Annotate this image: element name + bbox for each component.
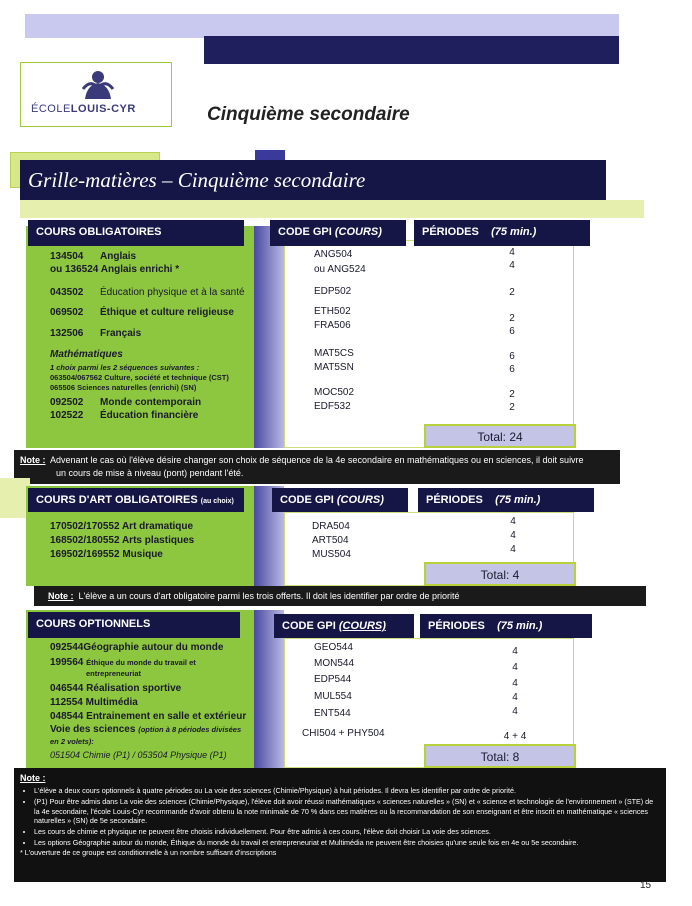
math-title: Mathématiques [50, 349, 123, 360]
list-item: 046544 Réalisation sportive [50, 683, 182, 694]
bottom-notes-label: Note : [20, 773, 46, 783]
period-value: 4 [510, 530, 516, 541]
period-value: 6 [509, 326, 515, 337]
gpi-code: ENT544 [314, 708, 351, 719]
period-value: 6 [509, 364, 515, 375]
optional-gpi-label: CODE GPI (COURS) [274, 614, 414, 638]
list-item: 134504 Anglais [50, 251, 137, 262]
list-item: 043502 Éducation physique et à la santé [50, 287, 245, 298]
mandatory-gpi-label: CODE GPI (COURS) [270, 220, 406, 246]
gpi-code: ETH502 [314, 306, 351, 317]
gpi-code: ANG504 [314, 249, 353, 260]
list-item: entrepreneuriat [86, 669, 142, 678]
mandatory-total: Total: 24 [424, 424, 576, 448]
gpi-code: ou ANG524 [314, 264, 366, 275]
period-value: 2 [509, 287, 515, 298]
list-item: 069502 Éthique et culture religieuse [50, 307, 234, 318]
list-item: 092502 Monde contemporain [50, 397, 202, 408]
school-logo [20, 62, 172, 127]
list-item: 048544 Entrainement en salle et extérieur [50, 711, 247, 722]
period-value: 2 [509, 402, 515, 413]
period-value: 4 [509, 260, 515, 271]
art-gpi-label: CODE GPI (COURS) [272, 488, 408, 512]
optional-total: Total: 8 [424, 744, 576, 768]
period-value: 4 [512, 646, 518, 657]
gpi-code: MAT5CS [314, 348, 354, 359]
list-item: 102522 Éducation financière [50, 410, 199, 421]
header-bar [20, 160, 606, 200]
art-total: Total: 4 [424, 562, 576, 586]
header-underline [20, 200, 644, 218]
gpi-code: GEO544 [314, 642, 353, 653]
gpi-code: EDP502 [314, 286, 352, 297]
gpi-code: EDF532 [314, 401, 351, 412]
gpi-code: MON544 [314, 658, 355, 669]
period-value: 4 [512, 678, 518, 689]
period-value: 4 [510, 516, 516, 527]
gpi-code: MUL554 [314, 691, 352, 702]
gpi-code: MUS504 [312, 549, 351, 560]
list-item: 132506 Français [50, 328, 142, 339]
period-value: 4 [512, 706, 518, 717]
list-item: 170502/170552 Art dramatique [50, 521, 194, 532]
period-value: 4 [509, 247, 515, 258]
gpi-code: FRA506 [314, 320, 351, 331]
list-item: 199564 Éthique du monde du travail et [50, 657, 196, 668]
footnote: * L'ouverture de ce groupe est conditionnelle à un nombre suffisant d'inscriptions [20, 848, 277, 858]
top-decoration-dark [204, 36, 619, 64]
note-item: • (P1) Pour être admis dans La voie des sciences (Chimie/Physique), l'élève doit avoir réussi mathématiques « sciences naturelles » (SN) et « science et technologie de l'environnement » (STE) de la 4e secondaire, l'école Louis-Cyr recommande d'avoir obtenu la note minimale de 70 % dans ces matières ou la recommandation de son enseignant et être inscrit en mathématique « sciences naturelles » (SN) de 5e secondaire. [34, 797, 660, 826]
gpi-code: EDP544 [314, 674, 352, 685]
period-value: 4 [510, 544, 516, 555]
list-item: 092544Géographie autour du monde [50, 642, 224, 653]
gpi-code: DRA504 [312, 521, 350, 532]
note-art-choice: Note : L'élève a un cours d'art obligatoire parmi les trois offerts. Il doit les identifier par ordre de priorité [34, 586, 646, 606]
logo-text: ÉCOLELOUIS-CYR [31, 103, 136, 115]
period-value: 4 + 4 [503, 731, 527, 742]
period-value: 2 [509, 313, 515, 324]
header-title: Grille-matières – Cinquième secondaire [28, 168, 366, 192]
list-item: 169502/169552 Musique [50, 549, 163, 560]
gpi-code: MAT5SN [314, 362, 354, 373]
optional-label: COURS OPTIONNELS [28, 612, 240, 638]
mandatory-periods-label: PÉRIODES (75 min.) [414, 220, 590, 246]
science-sub: en 2 volets): [50, 737, 94, 746]
list-item: 168502/180552 Arts plastiques [50, 535, 195, 546]
period-value: 4 [512, 662, 518, 673]
optional-periods-label: PÉRIODES (75 min.) [420, 614, 592, 638]
gpi-code: ART504 [312, 535, 349, 546]
note-item: • Les cours de chimie et physique ne peuvent être choisis individuellement. Pour être admis à ces cours, l'élève doit choisir La voie des sciences. [34, 827, 660, 837]
science-title: Voie des sciences (option à 8 périodes divisées [50, 724, 242, 735]
list-item: 112554 Multimédia [50, 697, 138, 708]
bottom-notes [14, 768, 666, 882]
mandatory-label: COURS OBLIGATOIRES [28, 220, 244, 246]
gpi-code: MOC502 [314, 387, 355, 398]
period-value: 4 [512, 692, 518, 703]
math-sn: 065506 Sciences naturelles (enrichi) (SN) [50, 383, 197, 392]
art-periods-label: PÉRIODES (75 min.) [418, 488, 594, 512]
gpi-code: CHI504 + PHY504 [302, 728, 385, 739]
mandatory-blue-column [254, 226, 284, 448]
art-label: COURS D'ART OBLIGATOIRES (au choix) [28, 488, 244, 512]
science-line: 051504 Chimie (P1) / 053504 Physique (P1) [50, 750, 227, 760]
top-decoration-light [25, 14, 619, 38]
math-cst: 063504/067562 Culture, société et technique (CST) [50, 373, 229, 382]
list-item: ou 136524 Anglais enrichi * [50, 264, 180, 275]
math-choice: 1 choix parmi les 2 séquences suivantes : [50, 363, 200, 372]
strongman-icon [81, 69, 115, 101]
period-value: 6 [509, 351, 515, 362]
note-item: • Les options Géographie autour du monde, Éthique du monde du travail et entrepreneuriat et Multimédia ne peuvent être choisies qu'une seule fois en 4e ou 5e secondaire. [34, 838, 660, 848]
period-value: 2 [509, 389, 515, 400]
note-sequence-change: Note : Advenant le cas où l'élève désire changer son choix de séquence de la 4e secondaire en mathématiques ou en sciences, il doit suivre un cours de mise à niveau (pont) pendant l'été. [14, 450, 620, 484]
note-item: • L'élève a deux cours optionnels à quatre périodes ou La voie des sciences (Chimie/Physique) à huit périodes. Il devra les identifier par ordre de priorité. [34, 786, 660, 796]
page-title: Cinquième secondaire [207, 104, 410, 125]
page-number: 15 [640, 880, 652, 891]
